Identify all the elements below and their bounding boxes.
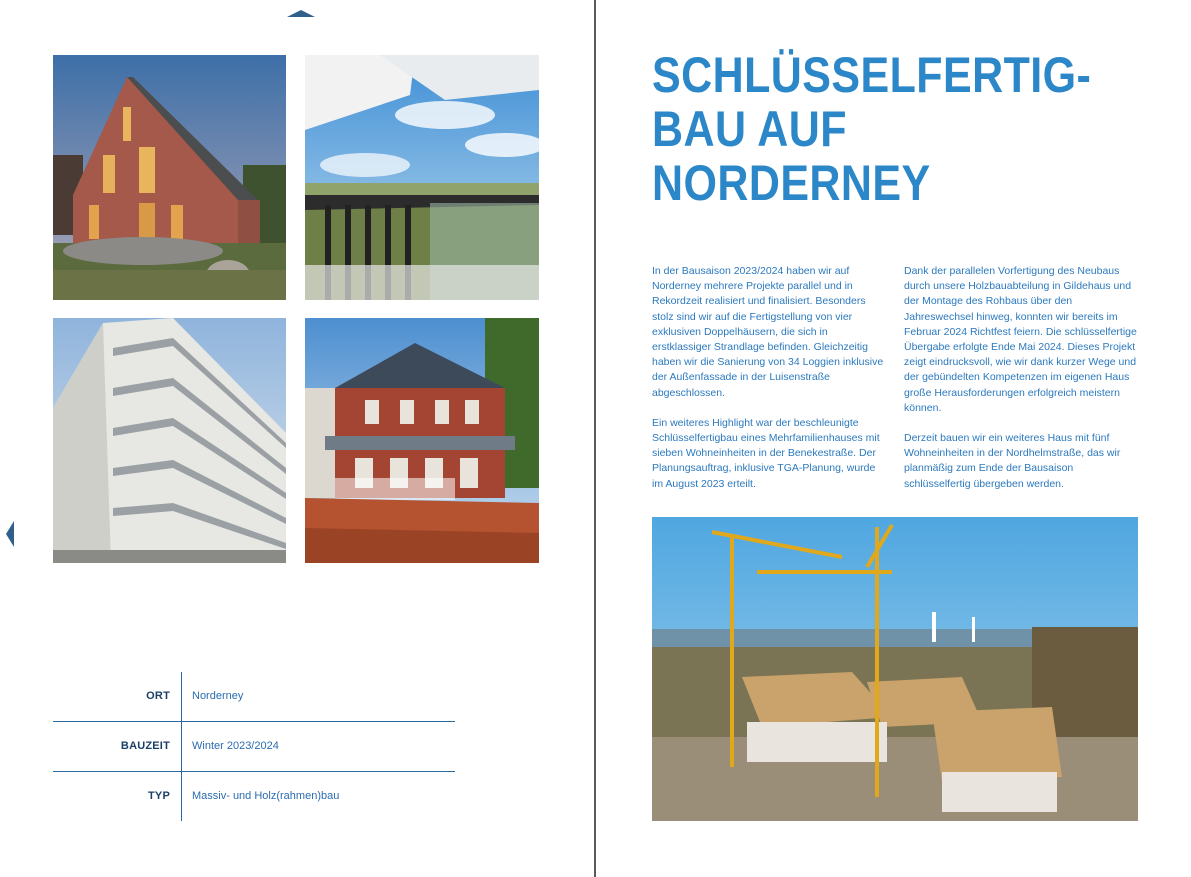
paragraph: Derzeit bauen wir ein weiteres Haus mit fünf Wohneinheiten in der Nordhelmstraße, das wir planmäßig zum Ende der Bausaison schlüsselfertig übergeben werden.	[904, 432, 1121, 490]
table-row	[53, 672, 455, 720]
page-divider	[594, 0, 596, 877]
page-title	[652, 48, 1099, 210]
photo-brick-multifamily	[305, 318, 539, 563]
table-row	[53, 722, 455, 770]
photo-balcony-view	[305, 55, 539, 300]
value-typ: Massiv- und Holz(rahmen)bau	[192, 790, 340, 802]
value-bauzeit: Winter 2023/2024	[192, 740, 279, 752]
photo-construction-site	[652, 517, 1138, 821]
photo-apartment-block	[53, 318, 286, 563]
project-info-table	[53, 672, 455, 821]
chevron-left-icon[interactable]	[6, 521, 14, 547]
photo-brick-house	[53, 55, 286, 300]
value-ort: Norderney	[192, 690, 244, 702]
label-ort: ORT	[146, 690, 170, 702]
text-column-left	[652, 264, 888, 507]
paragraph: Dank der parallelen Vorfertigung des Neubaus durch unsere Holzbauabteilung in Gildehaus und der Montage des Rohbaus über den Jahreswechsel hinweg, konnten wir bereits im Februar 2024 Richtfest feiern. Die schlüsselfertige Übergabe erfolgte Ende Mai 2024. Dieses Projekt zeigt eindrucksvoll, wie wir dank kurzer Wege und der gebündelten Kompetenzen im eigenen Haus große Herausforderungen erfolgreich meistern können.	[904, 265, 1137, 414]
title-line: SCHLÜSSELFERTIG-	[652, 47, 1092, 103]
label-bauzeit: BAUZEIT	[120, 740, 170, 752]
title-line: BAU AUF	[652, 101, 847, 157]
table-row	[53, 772, 455, 820]
paragraph: Ein weiteres Highlight war der beschleunigte Schlüsselfertigbau eines Mehrfamilienhauses mit sieben Wohneinheiten in der Benekestraße. Der Planungsauftrag, inklusive TGA-Planung, wurde im August 2023 erteilt.	[652, 416, 880, 490]
text-column-right	[904, 264, 1140, 507]
title-line: NORDERNEY	[652, 155, 931, 211]
label-typ: TYP	[148, 790, 170, 802]
chevron-up-icon[interactable]	[287, 10, 315, 17]
paragraph: In der Bausaison 2023/2024 haben wir auf Norderney mehrere Projekte parallel und in Rekordzeit realisiert und finalisiert. Besonders stolz sind wir auf die Fertigstellung von vier exklusiven Doppelhäusern, die sich in erstklassiger Strandlage befinden. Gleichzeitig haben wir die Sanierung von 34 Loggien inklusive der Außenfassade in der Luisenstraße abgeschlossen.	[652, 265, 884, 399]
